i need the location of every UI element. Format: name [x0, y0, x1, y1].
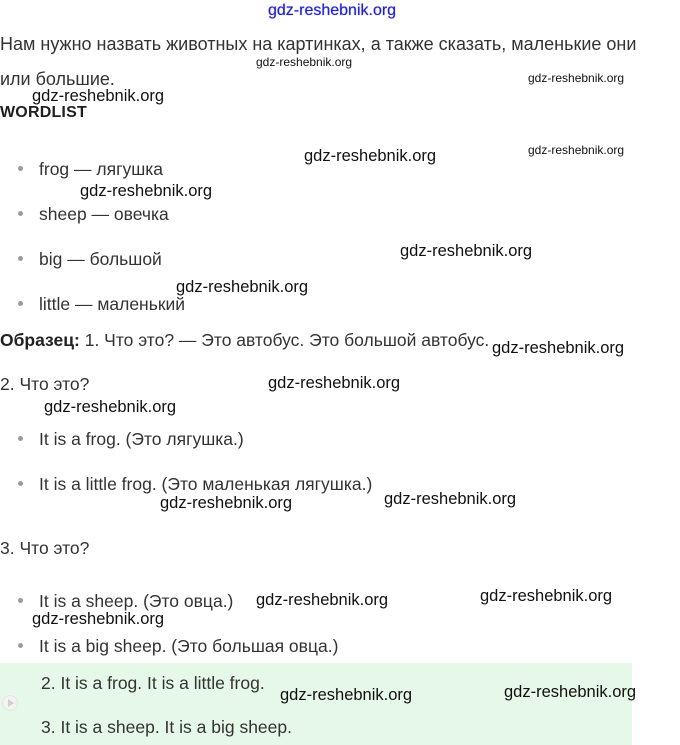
answer-bullet-text: It is a big sheep. (Это большая овца.)	[39, 636, 339, 656]
watermark: gdz-reshebnik.org	[160, 494, 293, 512]
watermark: gdz-reshebnik.org	[256, 591, 389, 609]
watermark: gdz-reshebnik.org	[492, 339, 625, 357]
wordlist-item-text: big — большой	[39, 249, 162, 269]
example-label: Образец:	[0, 330, 80, 350]
answer-bullet	[18, 429, 244, 450]
intro-line-1: Нам нужно назвать животных на картинках, а также сказать, маленькие они	[0, 34, 637, 54]
question-2-title: 2. Что это?	[0, 374, 90, 394]
answer-bullet-text: It is a frog. (Это лягушка.)	[39, 429, 244, 449]
watermark: gdz-reshebnik.org	[32, 610, 165, 628]
wordlist-item	[18, 159, 163, 180]
wordlist-item	[18, 294, 185, 315]
answer-bullet	[18, 636, 338, 657]
bullet-icon	[18, 481, 23, 486]
watermark: gdz-reshebnik.org	[480, 587, 613, 605]
watermark: gdz-reshebnik.org	[256, 55, 353, 69]
wordlist-heading: WORDLIST	[0, 104, 87, 121]
watermark: gdz-reshebnik.org	[80, 182, 213, 200]
site-watermark-top: gdz-reshebnik.org	[268, 2, 397, 19]
bullet-icon	[18, 436, 23, 441]
watermark: gdz-reshebnik.org	[304, 147, 437, 165]
wordlist-item-text: little — маленький	[39, 294, 186, 314]
watermark: gdz-reshebnik.org	[176, 278, 309, 296]
wordlist-item-text: frog — лягушка	[39, 159, 164, 179]
watermark: gdz-reshebnik.org	[528, 143, 625, 157]
wordlist-item-text: sheep — овечка	[39, 204, 169, 224]
answer-line: 2. It is a frog. It is a little frog.	[41, 673, 265, 693]
watermark: gdz-reshebnik.org	[268, 374, 401, 392]
watermark: gdz-reshebnik.org	[384, 490, 517, 508]
bullet-icon	[18, 166, 23, 171]
answer-bullet-text: It is a sheep. (Это овца.)	[39, 591, 234, 611]
question-3-title: 3. Что это?	[0, 538, 90, 558]
watermark: gdz-reshebnik.org	[44, 398, 177, 416]
answer-bullet-text: It is a little frog. (Это маленькая лягушка.)	[39, 474, 373, 494]
bullet-icon	[18, 301, 23, 306]
answer-bullet	[18, 474, 372, 495]
bullet-icon	[18, 598, 23, 603]
wordlist-item	[18, 204, 169, 225]
watermark: gdz-reshebnik.org	[504, 683, 637, 701]
example-line	[0, 330, 489, 351]
example-text: 1. Что это? — Это автобус. Это большой автобус.	[79, 330, 490, 350]
watermark: gdz-reshebnik.org	[32, 87, 165, 105]
bullet-icon	[18, 643, 23, 648]
answer-bullet	[18, 591, 233, 612]
wordlist-item	[18, 249, 162, 270]
bullet-icon	[18, 256, 23, 261]
play-icon[interactable]	[2, 695, 18, 711]
bullet-icon	[18, 211, 23, 216]
watermark: gdz-reshebnik.org	[528, 71, 625, 85]
answer-line: 3. It is a sheep. It is a big sheep.	[41, 717, 292, 737]
watermark: gdz-reshebnik.org	[400, 242, 533, 260]
watermark: gdz-reshebnik.org	[280, 686, 413, 704]
intro-line-2: или большие.	[0, 69, 115, 89]
